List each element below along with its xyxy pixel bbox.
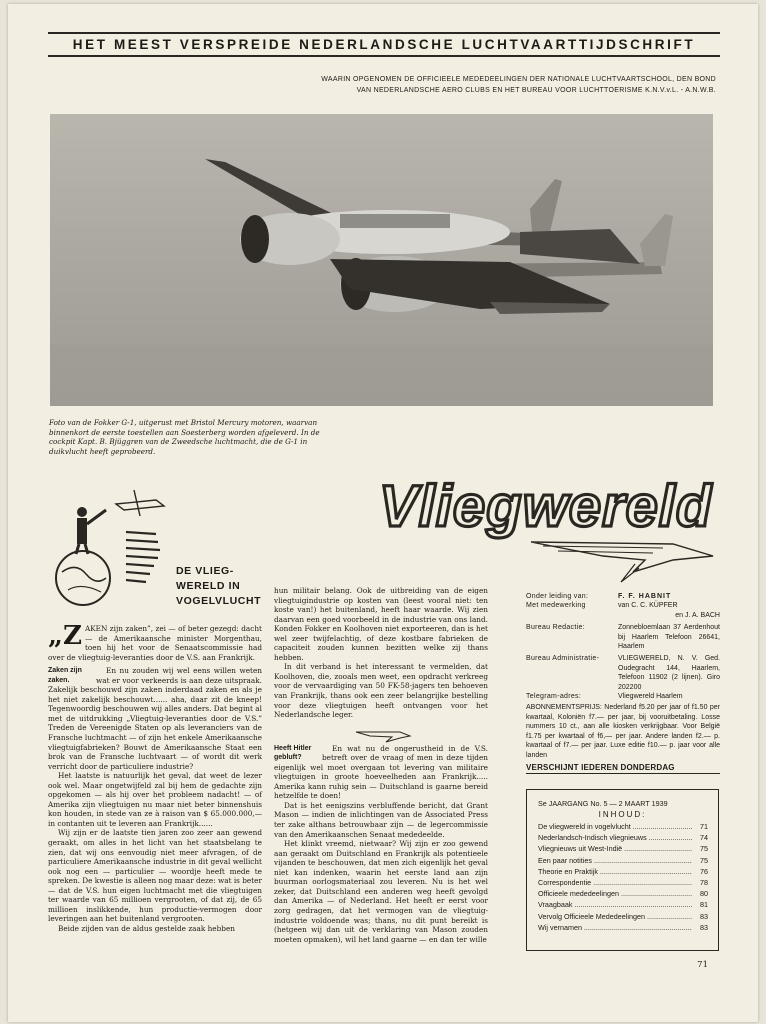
toc-item: Nederlandsch-Indisch vliegnieuws ..... 74	[527, 832, 718, 843]
article-title-line-2: WERELD IN	[176, 580, 241, 592]
toc-item: Officieele mededeelingen ..... 80	[527, 888, 718, 899]
article-title	[176, 564, 276, 609]
article-paragraph-4: Wij zijn er de laatste tien jaren zoo zeer aan gewend geraakt, om alles in het licht van het staatsbelang te zien, dat wij ons eenvoudig niet meer afvragen, of de particuliere Amerikaansche industrie in dit geval wellicht ook nog een — particulier — woordje heeft mede te spreken. De kwestie is alleen nog maar deze: wat is beter — dat de V.S. hun eigen luchtmacht met die vliegtuigen ter waarde van 65 millioen vergrooten, of dat zij, de 65 millioen inslikkende, hun productie-vermogen door leveringen aan het buitenland vergrooten.	[48, 828, 262, 924]
logo-text: Vliegwereld	[379, 474, 713, 539]
article-title-line-1: DE VLIEG-	[176, 565, 234, 577]
info-leiding: Onder leiding van: F. F. HABNIT	[526, 593, 672, 600]
toc-issue: Se JAARGANG No. 5 — 2 MAART 1939	[538, 799, 668, 808]
article-paragraph-5: Beide zijden van de aldus gestelde zaak hebben	[58, 923, 235, 933]
article-illustration	[46, 482, 176, 612]
wing-divider	[274, 720, 488, 744]
toc-item: Theorie en Praktijk ..... 76	[527, 866, 718, 877]
article-paragraph-1: „ZAKEN zijn zaken”, zei — of beter gezegd: dacht — de Amerikaansche minister Morgenthau, toen hij het voor de Senaatscommissie had over de vliegtuig-leveranties door de V.S. aan Frankrijk.	[48, 621, 262, 662]
toc-item: Vliegnieuws uit West-Indië ..... 75	[527, 843, 718, 854]
dropcap: „Z	[48, 621, 82, 651]
info-administratie: Bureau Administratie- VLIEGWERELD, N. V. Ged. Oudegracht 144, Haarlem, Telefoon 11902 (2 lijnen). Giro 202200	[526, 655, 720, 691]
masthead-title: HET MEEST VERSPREIDE NEDERLANDSCHE LUCHTVAARTTIJDSCHRIFT	[48, 32, 720, 57]
globe-figure-icon	[46, 482, 176, 612]
toc-heading: INHOUD:	[598, 810, 647, 819]
article-column-1	[48, 621, 262, 934]
info-telegram: Telegram-adres: Vliegwereld Haarlem	[526, 693, 683, 701]
toc-item: Een paar notities ..... 75	[527, 855, 718, 866]
masthead-subline	[196, 74, 716, 96]
magazine-page	[8, 4, 758, 1022]
article-paragraph-9: Dat is het eenigszins verbluffende bericht, dat Grant Mason — indien de inlichtingen van de Associated Press ter zake althans betrouwbaar zijn — de legercommissie van den Amerikaanschen Senaat mededeelde.	[274, 800, 488, 839]
toc-item: Correspondentie ..... 78	[527, 877, 718, 888]
fokker-g1-illustration	[50, 114, 713, 406]
info-abonnement: ABONNEMENTSPRIJS: Nederland f5.20 per jaar of f1.50 per kwartaal, Koloniën f7.— per jaar, bij vooruitbetaling. Losse nummers 10 ct., aan alle kiosken verkrijgbaar. Voor België f1.75 per kwartaal of f6,— per jaar. Andere landen f2.— p. kwartaal of f7.— per jaar. Luxe editie f10.— p. jaar voor alle landen	[526, 704, 720, 759]
publication-info	[526, 592, 720, 774]
logo-wordmark	[373, 464, 723, 594]
info-verschijnt: VERSCHIJNT IEDEREN DONDERDAG	[526, 763, 720, 775]
article-paragraph-3: Het laatste is natuurlijk het geval, dat weet de lezer ook wel. Maar ongetwijfeld zal bij hem de gedachte zijn opgekomen — als hij over het probleem nadacht! — of Amerika zijn vliegtuigen nu maar niet beter binnenshuis kon houden, in stede van ze à raison van $ 65.000.000,— in contanten uit te leveren aan Frankrijk......	[48, 771, 262, 828]
subline-1: WAARIN OPGENOMEN DE OFFICIEELE MEDEDEELINGEN DER NATIONALE LUCHTVAARTSCHOOL, DEN BOND	[321, 76, 716, 83]
info-redactie: Bureau Redactie: Zonnebloemlaan 37 Aerdenhout bij Haarlem Telefoon 26641, Haarlem	[526, 624, 720, 651]
sidehead-hitler: Heeft Hitler gebluft?	[274, 744, 312, 762]
toc-item: Vervolg Officieele Mededeelingen ..... 83	[527, 911, 718, 922]
article-paragraph-7: In dit verband is het interessant te vermelden, dat Koolhoven, die, zooals men weet, een opdracht verkreeg voor de vervaardiging van 50 FK-58-jagers ten behoeven van Frankrijk, thans ook een zeer belangrijke bestelling voor deze vliegtuigen heeft ontvangen voor het Nederlandsche leger.	[274, 662, 488, 720]
subline-2: VAN NEDERLANDSCHE AERO CLUBS EN HET BUREAU VOOR LUCHTTOERISME K.N.V.v.L. - A.N.W.B.	[356, 87, 716, 94]
article-column-2	[274, 586, 488, 944]
table-of-contents	[526, 789, 719, 951]
toc-item: Wij vernamen ..... 83	[527, 922, 718, 933]
vliegwereld-logo	[373, 464, 723, 594]
toc-item: Vraagbaak ..... 81	[527, 899, 718, 910]
photo-caption: Foto van de Fokker G-1, uitgerust met Bristol Mercury motoren, waarvan binnenkort de eerste toestellen aan Soesterberg worden afgeleverd. In de cockpit Kapt. B. Bjüggren van de Zweedsche luchtmacht, die de G-1 in duikvlucht heeft geprobeerd.	[49, 418, 320, 456]
article-paragraph-2: En nu zouden wij wel eens willen weten wat er voor verkeerds is aan deze uitspraak. Zakelijk beschouwd zijn zaken inderdaad zaken en als je het niet zakelijk beschouwt...... aha, daar zit de kneep! Tegenwoordig beschouwen wij alles anders. Dat begint al met de uitdrukking „Vliegtuig-leveranties door de V.S.” Treden de Vereenigde Staten op als leveranciers van de Fransche luchtmacht — of zijn het enkele Amerikaansche vliegtuigfabrieken? Bouwt de Amerikaansche Staat een brok van de Fransche luchtvaart — of wordt dit werk verricht door de particuliere industrie?	[48, 666, 262, 771]
article-title-line-3: VOGELVLUCHT	[176, 595, 262, 607]
article-paragraph-10: Het klinkt vreemd, nietwaar? Wij zijn er zoo gewend aan geraakt om Duitschland en Frankrijk als potentieele vijanden te beschouwen, dat men zich eigenlijk het geval niet kan indenken, waarin het eerste land aan zijn buurman oorlogsmateriaal zou leveren. Nu is het wel zeker, dat Duitschland een anderen weg heeft gevolgd dan Amerika — of Nederland. Het heeft er eerst voor zorg gedragen, dat het vermogen van de vliegtuig-industrie voldoende was; thans, nu dit punt bereikt is (hetgeen wij dan uit de verklaring van Mason zouden moeten opmaken), wil het land gaarne — en dan ter wille	[274, 839, 488, 944]
page-number: 71	[697, 960, 708, 970]
aircraft-photo	[50, 114, 713, 406]
wing-divider-icon	[274, 720, 488, 744]
toc-item: De vliegwereld in vogelvlucht ..... 71	[527, 821, 718, 832]
info-medewerking: Met medewerking van C. C. KÜPFER en J. A. BACH	[526, 602, 720, 619]
toc-list	[527, 821, 718, 933]
article-paragraph-6: hun militair belang. Ook de uitbreiding van de eigen vliegtuigindustrie op kosten van (leest vooral niet: ten koste van!) het buitenland, heeft haar waarde. Wij zien daarvan een goed voorbeeld in de industrie van ons land. Konden Fokker en Koolhoven niet exporteeren, dan is het wel zeer twijfelachtig, of deze kostbare fabrieken de capaciteit zouden kunnen bezitten welke zij thans hebben.	[274, 586, 488, 662]
sidehead-zaken: Zaken zijn zaken.	[48, 667, 82, 684]
article-paragraph-8: En wat nu de ongerustheid in de V.S. betreft over de vraag of men in deze tijden eigenlijk wel moet overgaan tot levering van militaire vliegtuigen in groote hoeveelheden aan Frankrijk..... Amerika kann ruhig sein — Duitschland is gaarne bereid hetzelfde te doen!	[274, 743, 488, 801]
